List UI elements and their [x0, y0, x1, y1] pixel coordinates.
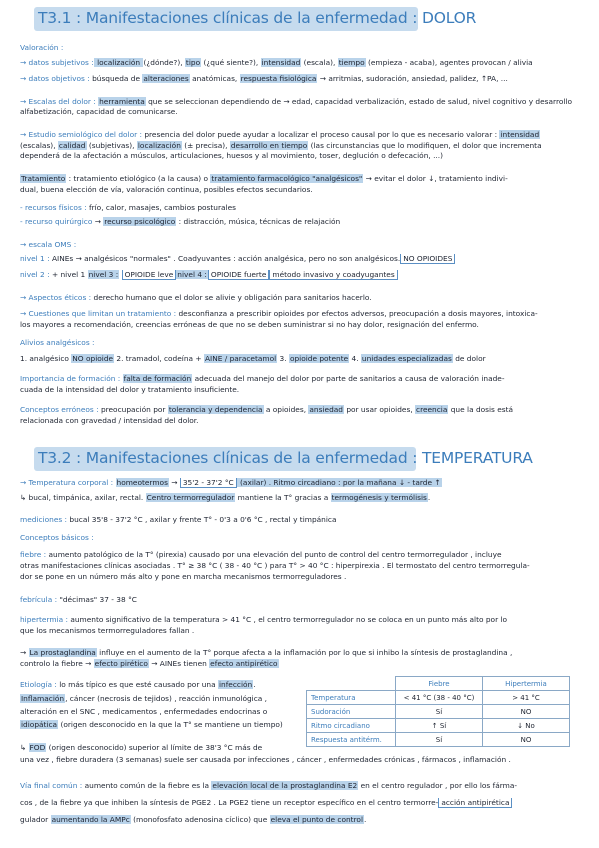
- highlighted-text: FOD: [29, 743, 46, 752]
- note-text: → arritmias, sudoración, ansiedad, palidez, ↑PA, ...: [317, 74, 508, 83]
- highlighted-text: desarrollo en tiempo: [230, 141, 308, 150]
- note-line: [20, 217, 588, 227]
- table-cell: NO: [483, 733, 570, 747]
- note-text: lo más típico es que esté causado por una: [56, 680, 218, 689]
- note-line: [20, 151, 588, 161]
- highlighted-text: La prostaglandina: [29, 648, 96, 657]
- note-heading: Valoración :: [20, 43, 64, 52]
- note-text: (las circunstancias que lo modifiquen, el dolor que incrementa: [308, 141, 542, 150]
- note-text: (¿dónde?),: [143, 58, 185, 67]
- note-heading: - recursos físicos :: [20, 203, 87, 212]
- table-row: [307, 691, 570, 705]
- fever-comparison-table: [306, 676, 570, 747]
- note-line: [20, 338, 588, 348]
- table-cell: Temperatura: [307, 691, 396, 705]
- boxed-text: 35'2 - 37'2 °C: [180, 478, 237, 488]
- table-cell: Sudoración: [307, 705, 396, 719]
- note-line: [20, 561, 588, 571]
- highlighted-text: AINE / paracetamol: [204, 354, 277, 363]
- note-line: [20, 595, 588, 605]
- note-text: adecuada del manejo del dolor por parte de sanitarios a causa de valoración inade-: [192, 374, 505, 383]
- note-text: dor se pone en un número más alto y pone en marcha mecanismos termorreguladores .: [20, 572, 347, 581]
- section-title-dolor: [34, 7, 477, 31]
- note-heading: Etiología :: [20, 680, 57, 689]
- table-cell: NO: [483, 705, 570, 719]
- section-title-keyword: DOLOR: [421, 9, 477, 27]
- note-line: [20, 416, 588, 426]
- note-line: [20, 374, 588, 384]
- note-text: gulador: [20, 815, 51, 824]
- note-text: .: [364, 815, 367, 824]
- note-text: bucal 35'8 - 37'2 °C , axilar y frente T° - 0'3 a 0'6 °C , rectal y timpánica: [67, 515, 337, 524]
- table-cell: > 41 °C: [483, 691, 570, 705]
- table-cell: < 41 °C (38 - 40 °C): [396, 691, 483, 705]
- note-line: [20, 815, 588, 825]
- note-text: desconfianza a prescribir opioides por efectos adversos, preocupación a dosis mayores, intoxica-: [176, 309, 538, 318]
- highlighted-text: NO opioide: [72, 354, 114, 363]
- highlighted-text: calidad: [58, 141, 86, 150]
- highlighted-text: intensidad: [261, 58, 301, 67]
- highlighted-text: nivel 4 :: [177, 270, 207, 279]
- note-text: (± precisa),: [181, 141, 230, 150]
- note-line: [20, 572, 588, 582]
- highlighted-text: respuesta fisiológica: [240, 74, 317, 83]
- note-heading: Conceptos básicos :: [20, 533, 94, 542]
- note-text: + nivel 1: [49, 270, 88, 279]
- note-text: que se seleccionan dependiendo de → edad, capacidad verbalización, estado de salud, nivel cognitivo y desarrollo: [145, 97, 572, 106]
- note-heading: fiebre :: [20, 550, 47, 559]
- note-line: [20, 174, 588, 184]
- note-text: alteración en el SNC , medicamentos , enfermedades endocrinas o: [20, 707, 268, 716]
- note-line: [20, 648, 588, 658]
- note-line: [20, 385, 588, 395]
- note-line: [20, 58, 588, 68]
- note-text: 2. tramadol, codeína +: [114, 354, 204, 363]
- note-line: [20, 320, 588, 330]
- note-line: [20, 615, 588, 625]
- table-cell: Sí: [396, 733, 483, 747]
- note-line: [20, 240, 588, 250]
- table-cell: Ritmo circadiano: [307, 719, 396, 733]
- note-heading: nivel 2 :: [20, 270, 50, 279]
- note-text: que los mecanismos termorreguladores fallan .: [20, 626, 195, 635]
- highlighted-text: aumentando la AMPc: [51, 815, 130, 824]
- highlighted-text: creencia: [416, 405, 448, 414]
- highlighted-text: falta de formación: [123, 374, 192, 383]
- note-text: búsqueda de: [89, 74, 143, 83]
- table-header-cell: Fiebre: [396, 677, 483, 691]
- note-text: 1. analgésico: [20, 354, 72, 363]
- highlighted-text: Centro termorregulador: [146, 493, 235, 502]
- note-text: AINEs → analgésicos "normales": [49, 254, 174, 263]
- table-cell: ↓ No: [483, 719, 570, 733]
- highlighted-text: nivel 3 :: [88, 270, 119, 279]
- boxed-text: acción antipirética: [438, 798, 512, 808]
- note-line: [20, 405, 588, 415]
- note-line: [20, 43, 588, 53]
- note-text: 3.: [277, 354, 289, 363]
- highlighted-text: tratamiento farmacológico "analgésicos": [211, 174, 363, 183]
- note-text: otras manifestaciones clínicas asociadas . T° ≥ 38 °C ( 38 - 40 °C ) para T° > 40 °C : hiperpirexia . El termostato del centro termorregula-: [20, 561, 530, 570]
- note-line: [20, 293, 588, 303]
- note-heading: nivel 1 :: [20, 254, 50, 263]
- note-heading: → Escalas del dolor :: [20, 97, 96, 106]
- note-line: [20, 270, 588, 280]
- note-text: presencia del dolor puede ayudar a localizar el proceso causal por lo que es necesario valorar :: [142, 130, 500, 139]
- highlighted-text: opioide potente: [289, 354, 349, 363]
- note-text: .: [253, 680, 256, 689]
- note-line: [20, 309, 588, 319]
- note-line: [20, 478, 588, 488]
- note-text: dependerá de la afectación a músculos, articulaciones, huesos y al movimiento, toser, deglución o defecación, ...): [20, 151, 444, 160]
- table-row: [307, 719, 570, 733]
- highlighted-text: elevación local de la prostaglandina E2: [212, 781, 358, 790]
- note-line: [20, 550, 588, 560]
- section-title-temperatura: [34, 447, 533, 471]
- note-line: [20, 515, 588, 525]
- note-line: [20, 130, 588, 140]
- note-text: ↳ bucal, timpánica, axilar, rectal.: [20, 493, 146, 502]
- note-text: de dolor: [452, 354, 486, 363]
- note-line: [20, 626, 588, 636]
- highlighted-text: eleva el punto de control: [270, 815, 364, 824]
- table-header-cell: Hipertermia: [483, 677, 570, 691]
- boxed-text: método invasivo y coadyugantes: [269, 270, 397, 280]
- note-text: relacionada con gravedad / intensidad del dolor.: [20, 416, 199, 425]
- highlighted-text: intensidad: [500, 130, 540, 139]
- note-text: (origen desconocido) superior al límite de 38'3 °C más de: [46, 743, 263, 752]
- note-text: (escala),: [301, 58, 338, 67]
- highlighted-text: ansiedad: [309, 405, 343, 414]
- note-heading: - recurso quirúrgico: [20, 217, 93, 226]
- note-line: [20, 798, 588, 808]
- highlighted-text: recurso psicológico: [104, 217, 176, 226]
- note-text: →: [168, 478, 180, 487]
- note-heading: → escala OMS :: [20, 240, 77, 249]
- note-line: [20, 141, 588, 151]
- table-row: [307, 733, 570, 747]
- note-text: → evitar el dolor ↓, tratamiento indivi-: [363, 174, 508, 183]
- note-text: (¿qué siente?),: [201, 58, 261, 67]
- table-cell: Respuesta antitérm.: [307, 733, 396, 747]
- note-text: cos: [20, 798, 35, 807]
- note-text: . Coadyuvantes : acción analgésica, pero no son analgésicos.: [173, 254, 401, 263]
- note-heading: mediciones :: [20, 515, 68, 524]
- note-line: [20, 185, 588, 195]
- highlighted-text: Inflamación: [21, 694, 65, 703]
- note-text: , de la fiebre ya que inhiben la síntesis de PGE2 . La PGE2 tiene un receptor específico en el centro termorre-: [34, 798, 439, 807]
- note-text: "décimas" 37 - 38 °C: [57, 595, 137, 604]
- note-text: dual, buena elección de vía, valoración continua, posibles efectos secundarios.: [20, 185, 313, 194]
- note-text: , cáncer (necrosis de tejidos) , reacción inmunológica ,: [65, 694, 268, 703]
- highlighted-text: termogénesis y termólisis: [331, 493, 427, 502]
- highlighted-text: tiempo: [338, 58, 365, 67]
- note-text: derecho humano que el dolor se alivie y obligación para sanitarios hacerlo.: [91, 293, 372, 302]
- note-text: (origen desconocido en la que la T° se mantiene un tiempo): [58, 720, 283, 729]
- note-text: influye en el aumento de la T° porque afecta a la inflamación por lo que si inhibo la síntesis de prostaglandina ,: [96, 648, 513, 657]
- note-text: anatómicas,: [189, 74, 240, 83]
- section-title-text: T3.1 : Manifestaciones clínicas de la enfermedad :: [38, 9, 422, 27]
- note-text: a opioides,: [263, 405, 309, 414]
- note-text: controlo la fiebre →: [20, 659, 94, 668]
- highlighted-text: localización: [137, 141, 181, 150]
- boxed-text: NO OPIOIDES: [400, 254, 455, 264]
- table-row: [307, 705, 570, 719]
- note-text: (empieza - acaba), agentes provocan / alivia: [365, 58, 533, 67]
- boxed-text: OPIOIDE fuerte: [208, 270, 269, 280]
- highlighted-text: Tratamiento: [21, 174, 66, 183]
- highlighted-text: tipo: [185, 58, 201, 67]
- note-text: por usar opioides,: [343, 405, 416, 414]
- highlighted-text: herramienta: [99, 97, 145, 106]
- note-line: [20, 493, 588, 503]
- note-text: una vez , fiebre duradera (3 semanas) suele ser causada por infecciones , cáncer , enfermedades crónicas , fármacos , inflamación .: [20, 755, 511, 764]
- section-title-keyword: TEMPERATURA: [421, 449, 533, 467]
- note-heading: → Aspectos éticos :: [20, 293, 92, 302]
- note-heading: → Cuestiones que limitan un tratamiento :: [20, 309, 177, 318]
- note-heading: Alivios analgésicos :: [20, 338, 95, 347]
- note-line: [20, 354, 588, 364]
- table-cell: Sí: [396, 705, 483, 719]
- note-text: → AINEs tienen: [148, 659, 210, 668]
- note-line: [20, 74, 588, 84]
- note-heading: Importancia de formación :: [20, 374, 121, 383]
- highlighted-text: efecto antipirético: [210, 659, 278, 668]
- note-line: [20, 254, 588, 264]
- note-line: [20, 97, 588, 107]
- note-line: [20, 203, 588, 213]
- note-text: frío, calor, masajes, cambios posturales: [86, 203, 236, 212]
- highlighted-text: infección: [218, 680, 253, 689]
- note-text: aumento común de la fiebre es la: [82, 781, 212, 790]
- note-text: aumento patológico de la T° (pirexia) causado por una elevación del punto de control del centro termorregulador , incluye: [46, 550, 502, 559]
- note-text: : distracción, música, técnicas de relajación: [176, 217, 341, 226]
- note-text: (monofosfato adenosina cíclico) que: [130, 815, 270, 824]
- note-heading: → datos subjetivos :: [20, 58, 94, 67]
- note-text: mantiene la T° gracias a: [235, 493, 331, 502]
- note-text: preocupación por: [98, 405, 168, 414]
- note-text: →: [20, 648, 29, 657]
- note-heading: → datos objetivos :: [20, 74, 90, 83]
- highlighted-text: (axilar) . Ritmo circadiano : por la mañana ↓ - tarde ↑: [237, 478, 441, 487]
- note-line: [20, 107, 588, 117]
- note-text: en el centro regulador , por ello los fárma-: [358, 781, 518, 790]
- highlighted-text: unidades especializadas: [361, 354, 452, 363]
- note-text: →: [92, 217, 104, 226]
- highlighted-text: alteraciones: [143, 74, 189, 83]
- note-text: aumento significativo de la temperatura > 41 °C , el centro termorregulador no se coloca en un punto más alto por lo: [68, 615, 508, 624]
- note-text: alfabetización, capacidad de comunicarse.: [20, 107, 178, 116]
- highlighted-text: idiopática: [21, 720, 58, 729]
- note-heading: → Temperatura corporal :: [20, 478, 114, 487]
- boxed-text: OPIOIDE leve: [122, 270, 177, 280]
- highlighted-text: localización: [94, 58, 143, 67]
- highlighted-text: homeotermos: [116, 478, 168, 487]
- note-text: (escalas),: [20, 141, 58, 150]
- note-line: [20, 659, 588, 669]
- note-text: 4.: [349, 354, 361, 363]
- note-heading: hipertermia :: [20, 615, 68, 624]
- note-heading: febrícula :: [20, 595, 58, 604]
- note-heading: Conceptos erróneos :: [20, 405, 99, 414]
- note-line: [20, 533, 588, 543]
- note-text: ↳: [20, 743, 29, 752]
- note-text: (subjetivas),: [86, 141, 137, 150]
- note-heading: Vía final común :: [20, 781, 83, 790]
- section-title-text: T3.2 : Manifestaciones clínicas de la enfermedad :: [38, 449, 422, 467]
- note-text: cuada de la intensidad del dolor y tratamiento insuficiente.: [20, 385, 240, 394]
- note-line: [20, 755, 588, 765]
- table-cell: ↑ Sí: [396, 719, 483, 733]
- note-text: los mayores a recomendación, creencias erróneas de que no se deben suministrar si no hay dolor, resignación del enfermo.: [20, 320, 479, 329]
- highlighted-text: tolerancia y dependencia: [168, 405, 263, 414]
- note-heading: → Estudio semiológico del dolor :: [20, 130, 142, 139]
- table-header-cell: [307, 677, 396, 691]
- note-text: .: [427, 493, 431, 502]
- note-line: [20, 781, 588, 791]
- note-text: que la dosis está: [448, 405, 514, 414]
- highlighted-text: efecto pirético: [94, 659, 148, 668]
- note-text: : tratamiento etiológico (a la causa) o: [66, 174, 211, 183]
